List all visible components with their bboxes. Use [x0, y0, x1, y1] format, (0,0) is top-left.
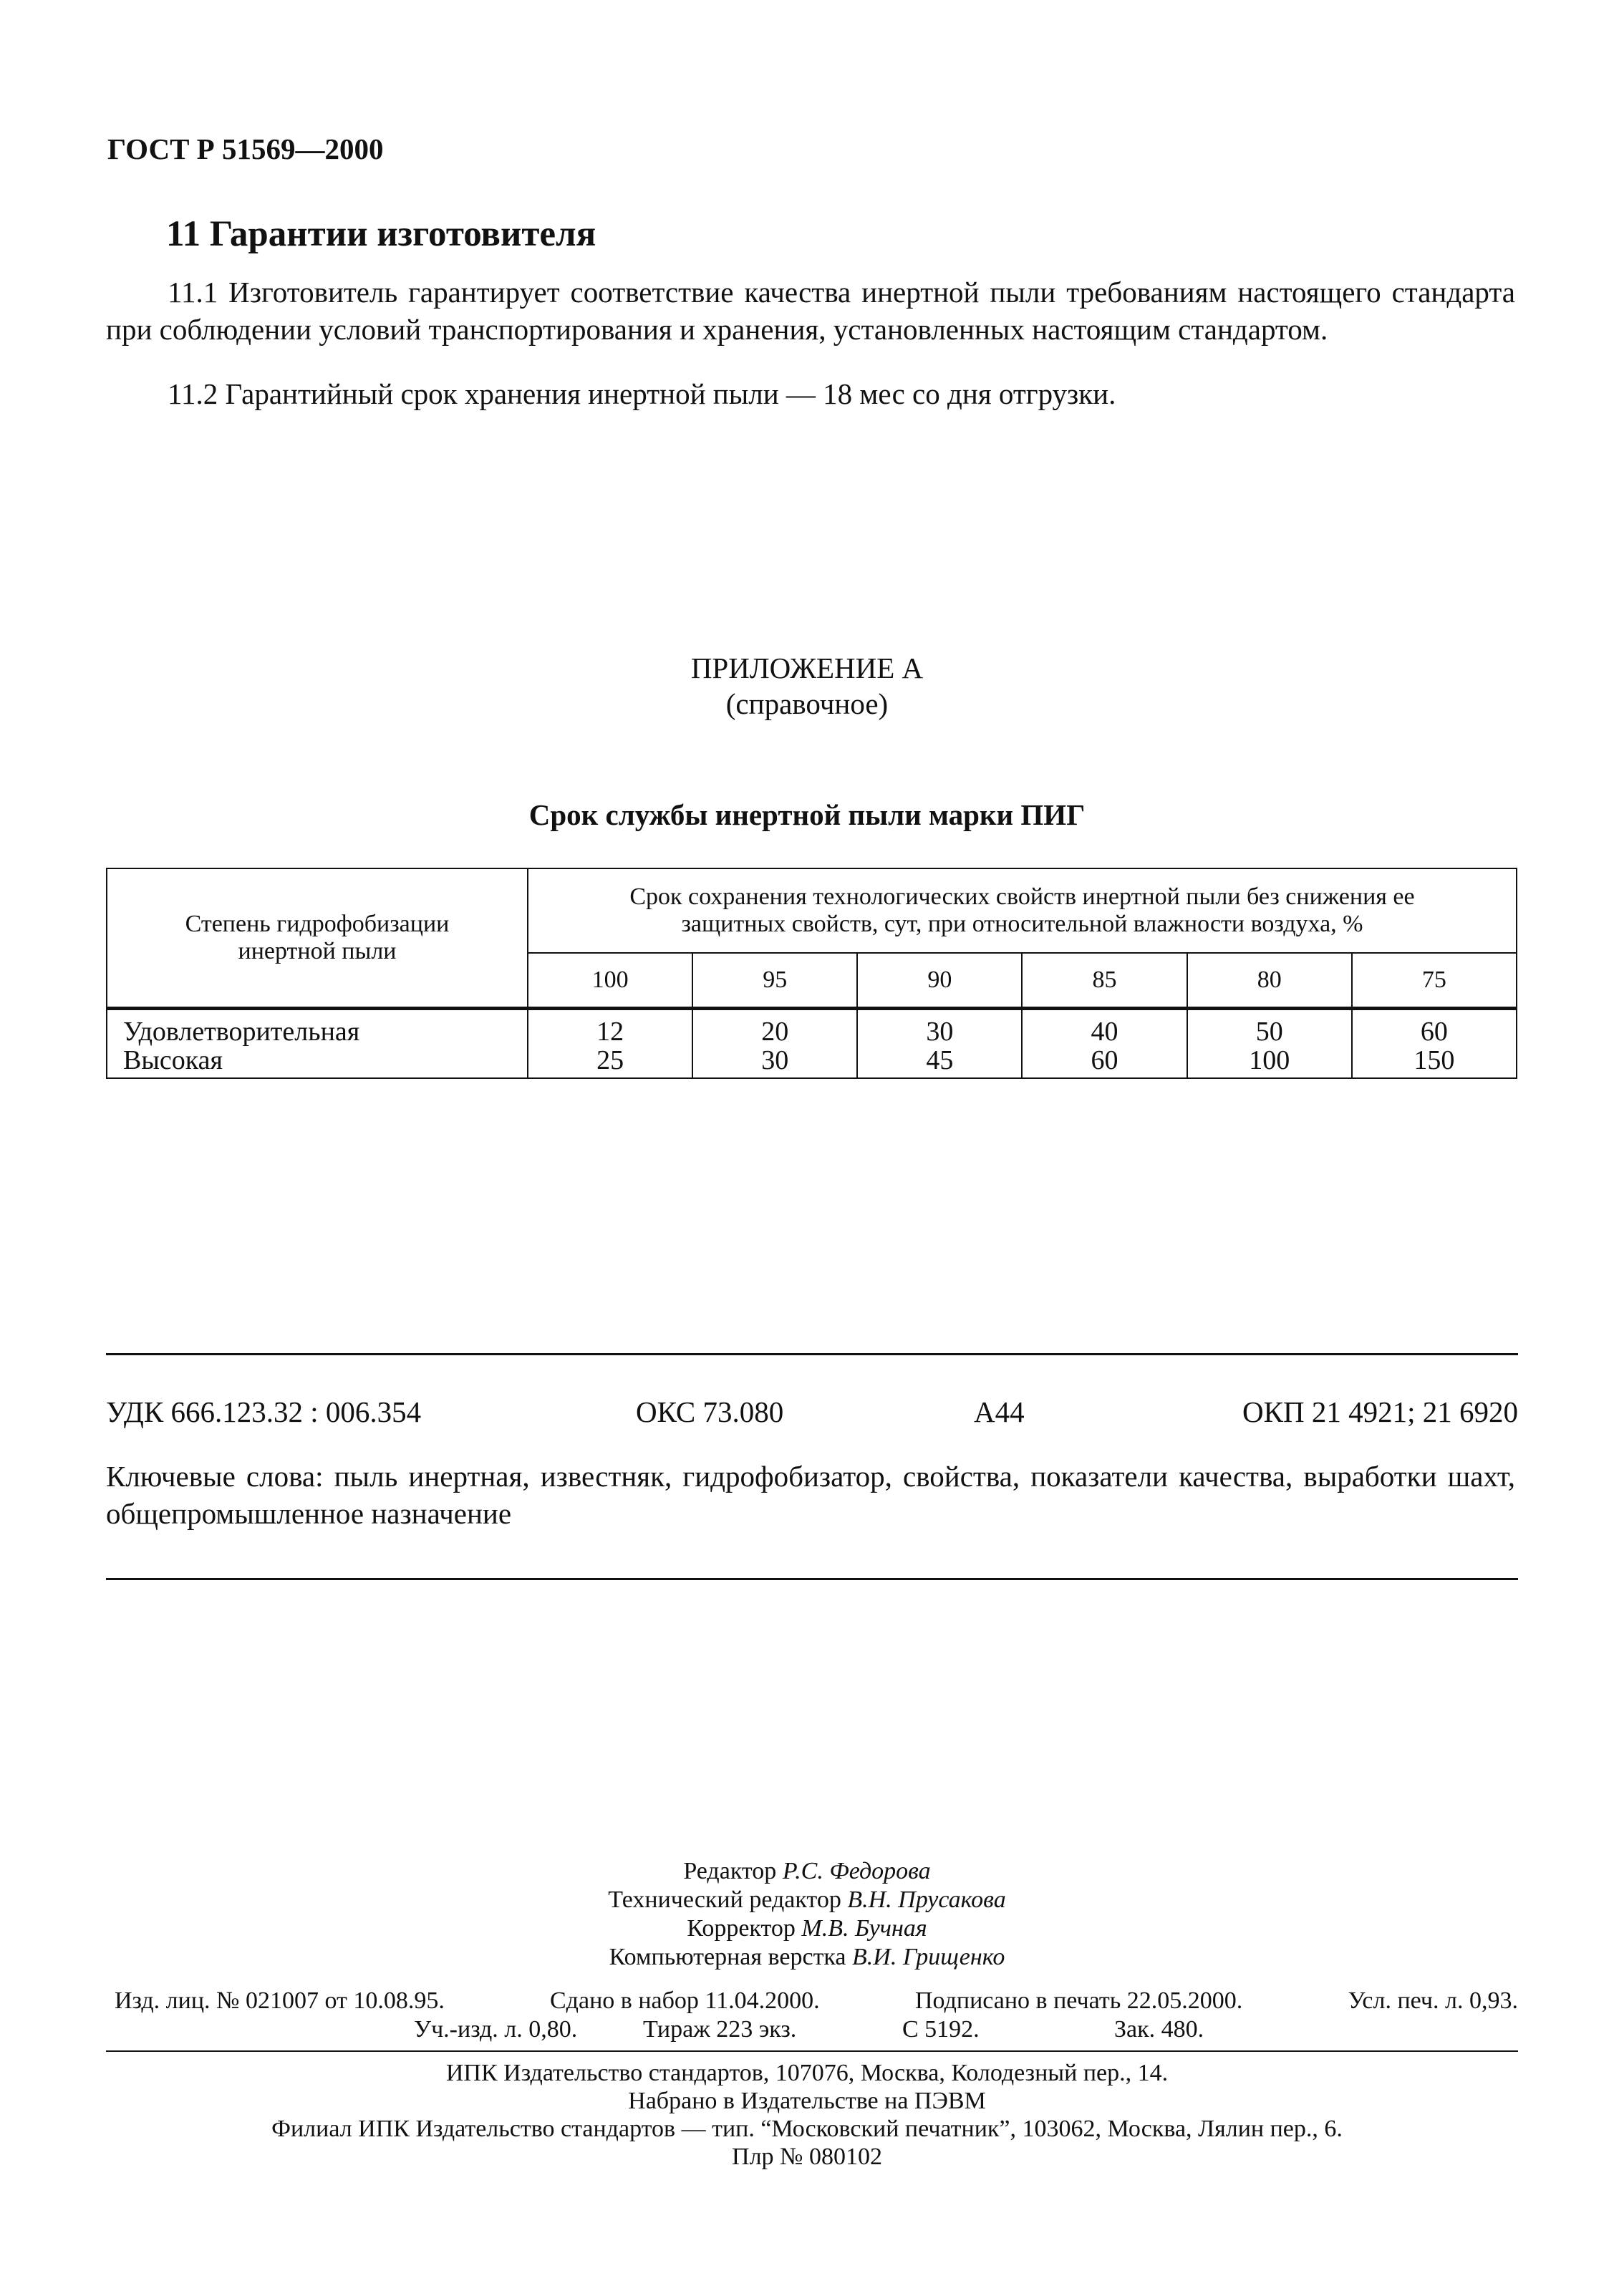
udk-code: УДК 666.123.32 : 006.354: [106, 1395, 422, 1428]
column-header-degree: [107, 868, 528, 1009]
oks-code: ОКС 73.080: [636, 1395, 784, 1428]
humidity-header: 75: [1352, 953, 1517, 1009]
credit-tech-editor-name: В.Н. Прусакова: [847, 1886, 1006, 1913]
column-header-degree-text: Степень гидрофобизации инертной пыли: [185, 911, 450, 964]
service-life-table: [106, 868, 1517, 1079]
table-cell: 100: [1187, 1046, 1352, 1078]
credit-layout: [0, 1943, 1614, 1972]
credit-editor: [0, 1857, 1614, 1886]
table-row: [107, 1009, 1517, 1047]
imprint-print-sheets: Усл. печ. л. 0,93.: [1348, 1987, 1518, 2014]
row-label: Удовлетворительная: [107, 1009, 528, 1047]
divider-top: [106, 1353, 1518, 1355]
paragraph-11-2: [106, 375, 1515, 412]
classifier-code: А44: [974, 1395, 1025, 1428]
table-cell: 40: [1022, 1009, 1187, 1047]
okp-code: ОКП 21 4921; 21 6920: [1242, 1395, 1518, 1428]
row-label: Высокая: [107, 1046, 528, 1078]
credit-layout-name: В.И. Грищенко: [852, 1944, 1005, 1970]
table-cell: 60: [1022, 1046, 1187, 1078]
section-title: 11 Гарантии изготовителя: [166, 214, 596, 254]
humidity-header: 90: [857, 953, 1022, 1009]
imprint-typeset: Сдано в набор 11.04.2000.: [550, 1987, 820, 2014]
imprint-run: Тираж 223 экз.: [643, 2016, 797, 2043]
credit-corrector: [0, 1914, 1614, 1943]
table-cell: 30: [692, 1046, 857, 1078]
credit-tech-editor: [0, 1886, 1614, 1914]
publisher-line: Плр № 080102: [732, 2144, 882, 2170]
credits-block: [0, 1857, 1614, 1972]
imprint-c: С 5192.: [902, 2016, 980, 2043]
humidity-header: 95: [692, 953, 857, 1009]
imprint-signed: Подписано в печать 22.05.2000.: [915, 1987, 1243, 2014]
credit-layout-label: Компьютерная верстка: [609, 1944, 846, 1970]
table-cell: 30: [857, 1009, 1022, 1047]
publisher-line: Филиал ИПК Издательство стандартов — тип. “Московский печатник”, 103062, Москва, Лялин пер., 6.: [271, 2116, 1343, 2142]
imprint-order: Зак. 480.: [1114, 2016, 1204, 2043]
appendix-heading: [0, 650, 1614, 722]
appendix-title: ПРИЛОЖЕНИЕ А: [690, 651, 924, 684]
imprint-license: Изд. лиц. № 021007 от 10.08.95.: [115, 1987, 445, 2014]
credit-editor-name: Р.С. Федорова: [782, 1858, 931, 1884]
humidity-header: 80: [1187, 953, 1352, 1009]
document-code: ГОСТ Р 51569—2000: [107, 132, 384, 165]
divider-bottom: [106, 1578, 1518, 1580]
publisher-line: Набрано в Издательстве на ПЭВМ: [628, 2088, 986, 2114]
column-group-header: [528, 868, 1517, 953]
imprint-pub-sheets: Уч.-изд. л. 0,80.: [414, 2016, 578, 2043]
credit-editor-label: Редактор: [683, 1858, 777, 1884]
table-cell: 20: [692, 1009, 857, 1047]
publisher-line: ИПК Издательство стандартов, 107076, Москва, Колодезный пер., 14.: [445, 2060, 1169, 2086]
table-cell: 150: [1352, 1046, 1517, 1078]
credit-corrector-name: М.В. Бучная: [801, 1915, 927, 1942]
column-group-header-text: Срок сохранения технологических свойств инертной пыли без снижения ее защитных свойств, сут, при относительной влажности воздуха, %: [629, 883, 1415, 937]
table-cell: 25: [528, 1046, 692, 1078]
credit-tech-editor-label: Технический редактор: [608, 1886, 841, 1913]
humidity-header: 100: [528, 953, 692, 1009]
paragraph-11-1-text: 11.1 Изготовитель гарантирует соответствие качества инертной пыли требованиям настоящего стандарта при соблюдении условий транспортирования и хранения, установленных настоящим стандартом.: [106, 276, 1515, 346]
table-cell: 50: [1187, 1009, 1352, 1047]
table-cell: 60: [1352, 1009, 1517, 1047]
table-cell: 12: [528, 1009, 692, 1047]
credit-corrector-label: Корректор: [687, 1915, 796, 1942]
imprint-divider: [106, 2050, 1518, 2052]
table-row: [107, 1046, 1517, 1078]
publisher-block: [0, 2059, 1614, 2171]
paragraph-11-1: [106, 273, 1515, 348]
table-title: Срок службы инертной пыли марки ПИГ: [528, 798, 1086, 831]
humidity-header: 85: [1022, 953, 1187, 1009]
table-cell: 45: [857, 1046, 1022, 1078]
paragraph-11-2-text: 11.2 Гарантийный срок хранения инертной пыли — 18 мес со дня отгрузки.: [168, 377, 1116, 410]
appendix-subtitle: (справочное): [725, 687, 889, 720]
keywords: Ключевые слова: пыль инертная, известняк, гидрофобизатор, свойства, показатели качества, выработки шахт, общепромышленное назначение: [106, 1460, 1515, 1530]
